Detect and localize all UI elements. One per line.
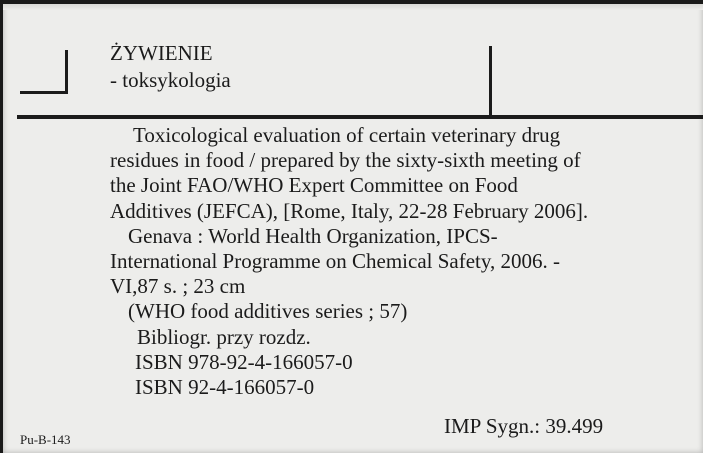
card-top-edge	[3, 4, 703, 10]
subject-heading: ŻYWIENIE	[110, 41, 213, 65]
corner-mark-vertical	[65, 50, 68, 94]
publication-line-2: International Programme on Chemical Safety, 2006. -	[110, 249, 561, 274]
title-line-2: residues in food / prepared by the sixty-sixth meeting of	[110, 148, 581, 173]
bibliographic-description	[110, 123, 655, 400]
subject-subheading: - toksykologia	[110, 68, 231, 92]
title-line-1: Toxicological evaluation of certain veterinary drug	[133, 123, 561, 147]
series-statement: (WHO food additives series ; 57)	[128, 299, 408, 324]
title-line-4: Additives (JEFCA), [Rome, Italy, 22-28 February 2006].	[110, 198, 589, 223]
card-code: Pu-B-143	[20, 432, 71, 447]
subject-heading-block	[110, 40, 231, 94]
catalog-card	[3, 4, 703, 453]
shelf-mark: IMP Sygn.: 39.499	[444, 414, 604, 438]
heading-rule	[17, 115, 703, 119]
corner-mark-horizontal	[20, 91, 68, 94]
isbn-10: ISBN 92-4-166057-0	[135, 375, 315, 400]
header-divider-line	[489, 46, 492, 116]
isbn-13: ISBN 978-92-4-166057-0	[135, 349, 353, 374]
publication-line-1: Genava : World Health Organization, IPCS-	[128, 223, 498, 248]
title-line-3: the Joint FAO/WHO Expert Committee on Food	[110, 173, 518, 198]
physical-description: VI,87 s. ; 23 cm	[110, 274, 246, 299]
bibliography-note: Bibliogr. przy rozdz.	[137, 324, 311, 349]
